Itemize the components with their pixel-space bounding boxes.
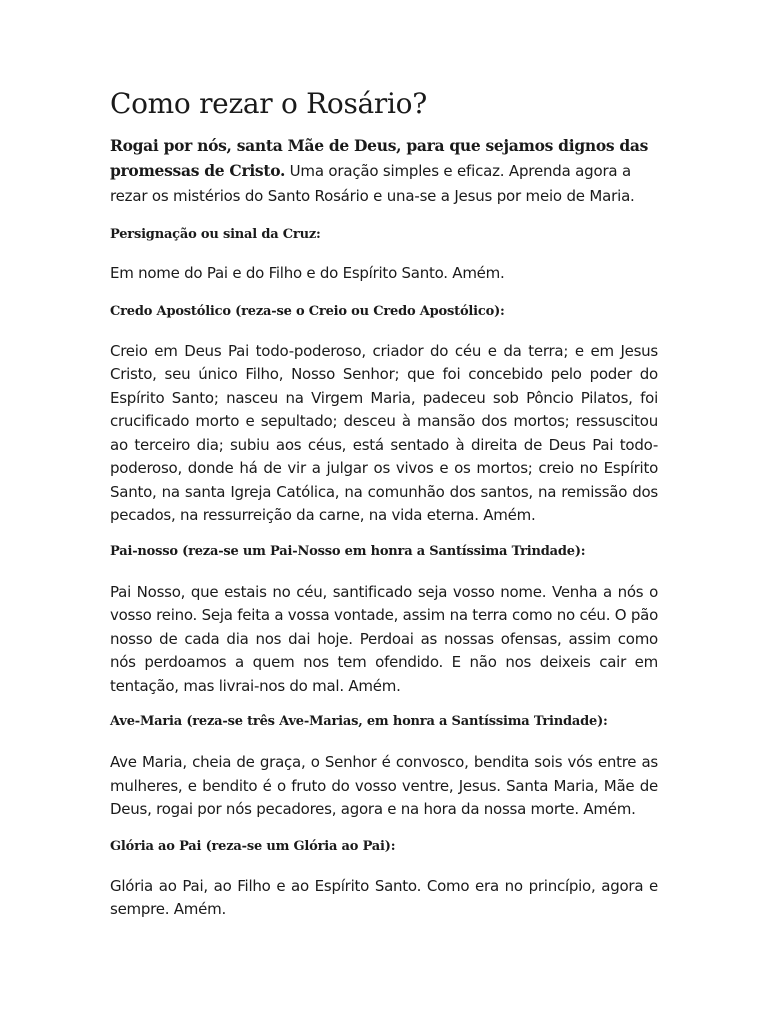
section-text-persignacao: Em nome do Pai e do Filho e do Espírito Santo. Amém. <box>110 264 505 282</box>
section-text-pai-nosso: Pai Nosso, que estais no céu, santificado seja vosso nome. Venha a nós o vosso reino. Seja feita a vossa vontade, assim na terra como no céu. O pão nosso de cada dia nos dai hoje. Perdoai as nossas ofensas, assim como nós perdoamos a quem nos tem ofendido. E não nos deixeis cair em tentação, mas livrai-nos do mal. Amém. <box>110 582 658 695</box>
section-text-gloria: Glória ao Pai, ao Filho e ao Espírito Santo. Como era no princípio, agora e sempre. Amém. <box>110 876 658 918</box>
document-page <box>110 84 658 922</box>
section-heading-ave-maria: Ave-Maria (reza-se três Ave-Marias, em honra a Santíssima Trindade): <box>110 714 608 729</box>
section-heading-gloria: Glória ao Pai (reza-se um Glória ao Pai): <box>110 838 396 854</box>
intro-bold-text: Rogai por nós, santa Mãe de Deus, para que sejamos dignos das promessas de Cristo. <box>110 136 649 180</box>
section-heading-pai-nosso: Pai-nosso (reza-se um Pai-Nosso em honra a Santíssima Trindade): <box>110 543 586 559</box>
section-heading-persignacao: Persignação ou sinal da Cruz: <box>110 227 321 242</box>
intro-text: Uma oração simples e eficaz. Aprenda agora a rezar os mistérios do Santo Rosário e una-se a Jesus por meio de Maria. <box>110 162 635 205</box>
intro-paragraph <box>110 134 658 209</box>
page-title: Como rezar o Rosário? <box>110 87 427 120</box>
section-heading-credo: Credo Apostólico (reza-se o Creio ou Credo Apostólico): <box>110 303 505 319</box>
section-text-ave-maria: Ave Maria, cheia de graça, o Senhor é convosco, bendita sois vós entre as mulheres, e bendito é o fruto do vosso ventre, Jesus. Santa Maria, Mãe de Deus, rogai por nós pecadores, agora e na hora da nossa morte. Amém. <box>110 753 658 818</box>
section-text-credo: Creio em Deus Pai todo-poderoso, criador do céu e da terra; e em Jesus Cristo, seu único Filho, Nosso Senhor; que foi concebido pelo poder do Espírito Santo; nasceu na Virgem Maria, padeceu sob Pôncio Pilatos, foi crucificado morto e sepultado; desceu à mansão dos mortos; ressuscitou ao terceiro dia; subiu aos céus, está sentado à direita de Deus Pai todo-poderoso, donde há de vir a julgar os vivos e os mortos; creio no Espírito Santo, na santa Igreja Católica, na comunhão dos santos, na remissão dos pecados, na ressurreição da carne, na vida eterna. Amém. <box>110 341 658 524</box>
